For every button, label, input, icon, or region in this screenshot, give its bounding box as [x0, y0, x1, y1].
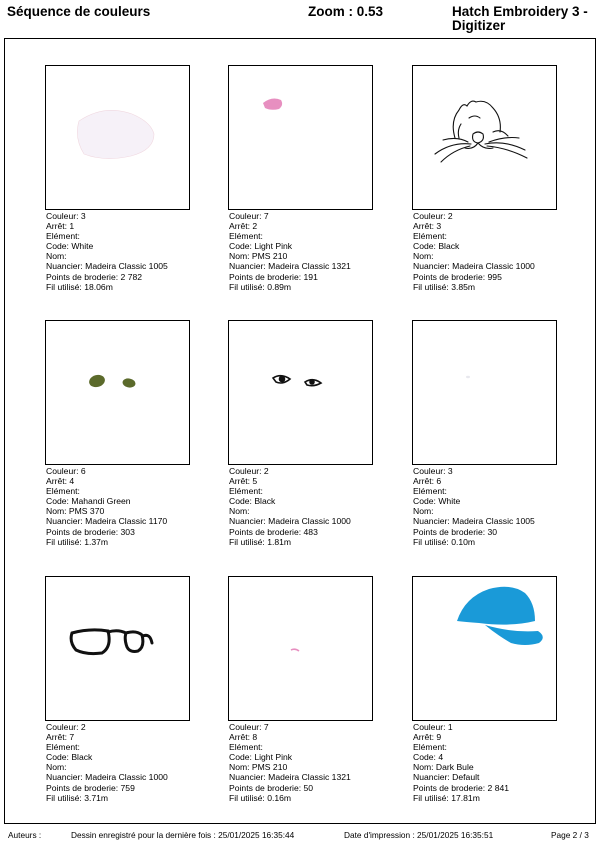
thread-used: Fil utilisé: 1.37m: [46, 536, 109, 547]
color-name: Nom: PMS 210: [229, 251, 288, 262]
glasses-thumbnail: [46, 577, 189, 720]
thumbnail-box: [412, 65, 557, 210]
stitch-count: Points de broderie: 2 841: [413, 782, 510, 793]
thread-chart: Nuancier: Madeira Classic 1000: [229, 516, 351, 527]
thread-used: Fil utilisé: 18.06m: [46, 281, 113, 292]
thumbnail-box: [45, 65, 190, 210]
footer-print-date: Date d'impression : 25/01/2025 16:35:51: [344, 830, 494, 840]
zoom-level: Zoom : 0.53: [308, 4, 384, 19]
element: Elément:: [229, 486, 263, 497]
element: Elément:: [46, 231, 80, 242]
page-title: Séquence de couleurs: [7, 4, 151, 19]
stitch-count: Points de broderie: 995: [413, 271, 502, 282]
thread-chart: Nuancier: Madeira Classic 1321: [229, 772, 351, 783]
thread-used: Fil utilisé: 3.71m: [46, 792, 109, 803]
element: Elément:: [413, 742, 447, 753]
footer-authors: Auteurs :: [8, 830, 42, 840]
stop-number: Arrêt: 2: [229, 221, 258, 232]
thread-chart: Nuancier: Madeira Classic 1170: [46, 516, 168, 527]
thread-used: Fil utilisé: 0.89m: [229, 281, 292, 292]
stop-number: Arrêt: 1: [46, 221, 75, 232]
color-name: Nom:: [46, 762, 67, 773]
thumbnail-box: [228, 576, 373, 721]
stitch-count: Points de broderie: 30: [413, 526, 498, 537]
color-code: Code: Black: [413, 241, 460, 252]
color-step-1: [45, 65, 190, 292]
color-code: Code: Black: [229, 496, 276, 507]
thread-used: Fil utilisé: 0.16m: [229, 792, 292, 803]
color-step-7: [45, 576, 190, 803]
color-step-6: [412, 320, 557, 547]
stitch-count: Points de broderie: 2 782: [46, 271, 143, 282]
footer-page-number: Page 2 / 3: [551, 830, 589, 840]
color-name: Nom:: [46, 251, 67, 262]
stitch-count: Points de broderie: 191: [229, 271, 318, 282]
color-number: Couleur: 2: [413, 211, 453, 221]
color-name: Nom:: [413, 506, 434, 517]
white-patch-thumbnail: [46, 66, 189, 209]
thread-chart: Nuancier: Madeira Classic 1321: [229, 261, 351, 272]
color-number: Couleur: 1: [413, 722, 453, 732]
thread-used: Fil utilisé: 3.85m: [413, 281, 476, 292]
thumbnail-box: [412, 576, 557, 721]
page-frame: [4, 38, 596, 824]
color-code: Code: Light Pink: [229, 752, 293, 763]
white-dot-thumbnail: [413, 321, 556, 464]
color-name: Nom:: [229, 506, 250, 517]
color-number: Couleur: 3: [413, 466, 453, 476]
color-code: Code: White: [413, 496, 461, 507]
blue-cap-thumbnail: [413, 577, 556, 720]
stop-number: Arrêt: 9: [413, 732, 442, 743]
cat-outline-thumbnail: [413, 66, 556, 209]
thread-chart: Nuancier: Madeira Classic 1000: [413, 261, 535, 272]
pink-mark-thumbnail: [229, 577, 372, 720]
color-number: Couleur: 3: [46, 211, 86, 221]
element: Elément:: [46, 742, 80, 753]
thread-chart: Nuancier: Madeira Classic 1005: [46, 261, 168, 272]
color-number: Couleur: 2: [46, 722, 86, 732]
stop-number: Arrêt: 6: [413, 476, 442, 487]
element: Elément:: [413, 231, 447, 242]
stop-number: Arrêt: 8: [229, 732, 258, 743]
stop-number: Arrêt: 3: [413, 221, 442, 232]
color-number: Couleur: 7: [229, 211, 269, 221]
thread-used: Fil utilisé: 1.81m: [229, 536, 292, 547]
stitch-count: Points de broderie: 50: [229, 782, 314, 793]
thread-used: Fil utilisé: 0.10m: [413, 536, 476, 547]
stitch-count: Points de broderie: 303: [46, 526, 135, 537]
element: Elément:: [413, 486, 447, 497]
element: Elément:: [229, 742, 263, 753]
pink-patch-thumbnail: [229, 66, 372, 209]
stop-number: Arrêt: 7: [46, 732, 75, 743]
thread-chart: Nuancier: Madeira Classic 1000: [46, 772, 168, 783]
color-name: Nom: PMS 370: [46, 506, 105, 517]
color-name: Nom: PMS 210: [229, 762, 288, 773]
thumbnail-box: [45, 320, 190, 465]
color-code: Code: Light Pink: [229, 241, 293, 252]
stop-number: Arrêt: 5: [229, 476, 258, 487]
color-step-4: [45, 320, 190, 547]
color-step-8: [228, 576, 373, 803]
thread-chart: Nuancier: Madeira Classic 1005: [413, 516, 535, 527]
stitch-count: Points de broderie: 759: [46, 782, 135, 793]
thread-chart: Nuancier: Default: [413, 772, 480, 783]
color-code: Code: White: [46, 241, 94, 252]
thumbnail-box: [228, 320, 373, 465]
thumbnail-box: [45, 576, 190, 721]
green-eyes-thumbnail: [46, 321, 189, 464]
thumbnail-box: [412, 320, 557, 465]
app-name: Hatch Embroidery 3 - Digitizer: [452, 4, 588, 33]
color-code: Code: Black: [46, 752, 93, 763]
thumbnail-box: [228, 65, 373, 210]
thread-used: Fil utilisé: 17.81m: [413, 792, 480, 803]
stop-number: Arrêt: 4: [46, 476, 75, 487]
stitch-count: Points de broderie: 483: [229, 526, 318, 537]
color-number: Couleur: 6: [46, 466, 86, 476]
color-code: Code: Mahandi Green: [46, 496, 131, 507]
color-name: Nom:: [413, 251, 434, 262]
color-code: Code: 4: [413, 752, 444, 763]
element: Elément:: [46, 486, 80, 497]
color-step-3: [412, 65, 557, 292]
color-number: Couleur: 2: [229, 466, 269, 476]
color-step-5: [228, 320, 373, 547]
element: Elément:: [229, 231, 263, 242]
footer-saved-date: Dessin enregistré pour la dernière fois : 25/01/2025 16:35:44: [71, 830, 295, 840]
color-number: Couleur: 7: [229, 722, 269, 732]
color-step-9: [412, 576, 557, 803]
color-step-2: [228, 65, 373, 292]
color-name: Nom: Dark Bule: [413, 762, 474, 773]
black-eyes-thumbnail: [229, 321, 372, 464]
